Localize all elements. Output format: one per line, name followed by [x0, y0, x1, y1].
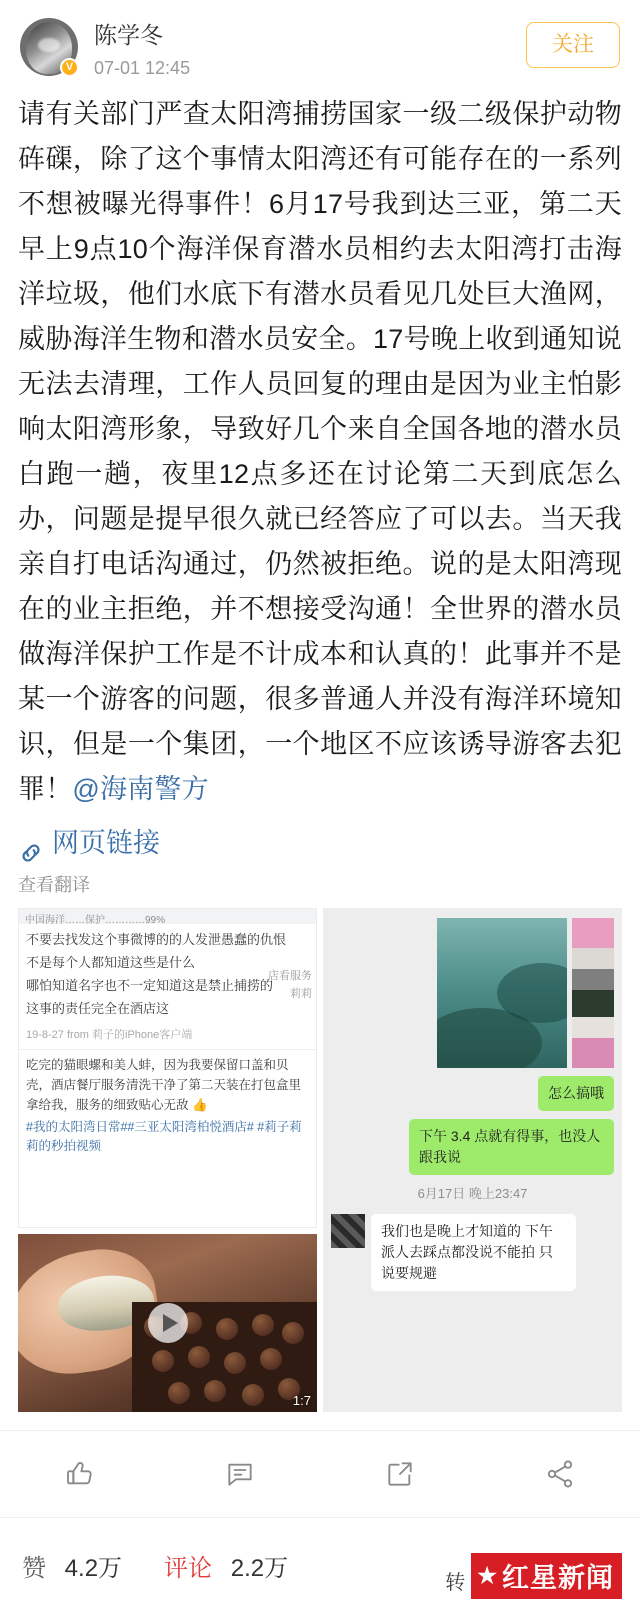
screenshot-line: 这事的责任完全在酒店这 [26, 1001, 170, 1016]
link-icon [18, 830, 44, 856]
share-button[interactable] [480, 1458, 640, 1490]
screenshot-side-text: 店看服务莉莉 [268, 970, 312, 1000]
play-button-icon[interactable] [148, 1303, 188, 1343]
comment-label: 评论 [164, 1555, 213, 1582]
media-grid [0, 908, 640, 1412]
post-body [0, 86, 640, 812]
mention-link[interactable]: @海南警方 [72, 774, 209, 804]
screenshot-line: 不是每个人都知道这些是什么 [26, 955, 196, 970]
weibo-screenshot-image[interactable] [18, 908, 317, 1228]
screenshot-tags: #我的太阳湾日常##三亚太阳湾柏悦酒店# #莉子莉莉的秒拍视频 [26, 1120, 302, 1153]
brand-prefix: 转 [445, 1572, 466, 1594]
post-header [0, 0, 640, 86]
brand-name: 红星新闻 [502, 1563, 614, 1593]
media-column-left [18, 908, 317, 1412]
comment-button[interactable] [160, 1458, 320, 1490]
screenshot-line: 不要去找发这个事微博的的人发泄愚蠢的仇恨 [26, 932, 287, 947]
verified-badge-icon: V [60, 58, 79, 77]
like-button[interactable] [0, 1458, 160, 1490]
brand-watermark [445, 1553, 622, 1599]
mosaic-strip [572, 918, 614, 1068]
forward-button[interactable] [320, 1458, 480, 1490]
star-icon: ★ [477, 1562, 498, 1588]
chat-message-right [331, 1119, 614, 1175]
translate-link[interactable]: 查看翻译 [18, 875, 90, 895]
brand-logo [471, 1553, 622, 1599]
web-link[interactable] [0, 822, 640, 864]
screenshot-comment: 吃完的猫眼螺和美人蚌，因为我要保留口盖和贝壳，酒店餐厅服务清洗干净了第二天装在打包盒里拿给我，服务的细致贴心无敌 👍 [26, 1058, 302, 1112]
comment-stat[interactable] [164, 1548, 288, 1583]
action-bar [0, 1430, 640, 1517]
chat-bubble: 怎么搞哦 [538, 1076, 614, 1111]
footer-stats [0, 1517, 640, 1613]
chat-bubble: 下午 3.4 点就有得事，也没人跟我说 [409, 1119, 614, 1175]
underwater-photo [437, 918, 567, 1068]
chat-avatar [331, 1214, 365, 1248]
screenshot-meta: 19-8-27 from 莉子的iPhone客户端 [19, 1021, 316, 1050]
screenshot-line: 哪怕知道名字也不一定知道这是禁止捕捞的 [26, 978, 274, 993]
web-link-label: 网页链接 [52, 828, 160, 858]
chat-timestamp: 6月17日 晚上23:47 [417, 1186, 528, 1201]
like-count: 4.2万 [64, 1555, 123, 1582]
chat-photo-row [331, 918, 614, 1068]
chat-screenshot-image[interactable] [323, 908, 622, 1412]
chat-message-right [331, 1076, 614, 1111]
screenshot-topbar: 中国海洋……保护…………99% [19, 909, 316, 924]
comment-count: 2.2万 [230, 1555, 289, 1582]
like-stat[interactable] [22, 1548, 122, 1583]
post-timestamp: 07-01 12:45 [94, 58, 191, 78]
media-column-right [323, 908, 622, 1412]
chat-bubble: 我们也是晚上才知道的 下午派人去踩点都没说不能拍 只说要规避 [371, 1214, 576, 1291]
video-duration: 1:7 [292, 1393, 311, 1408]
video-thumbnail[interactable] [18, 1234, 317, 1412]
user-info [94, 18, 526, 80]
follow-button[interactable]: 关注 [526, 22, 620, 68]
avatar[interactable] [20, 18, 78, 76]
user-name[interactable]: 陈学冬 [94, 22, 163, 48]
post-text: 请有关部门严查太阳湾捕捞国家一级二级保护动物砗磲，除了这个事情太阳湾还有可能存在的一系列不想被曝光得事件！6月17号我到达三亚，第二天早上9点10个海洋保育潜水员相约去太阳湾打击海洋垃圾，他们水底下有潜水员看见几处巨大渔网，威胁海洋生物和潜水员安全。17号晚上收到通知说无法去清理，工作人员回复的理由是因为业主怕影响太阳湾形象，导致好几个来自全国各地的潜水员白跑一趟，夜里12点多还在讨论第二天到底怎么办，问题是提早很久就已经答应了可以去。当天我亲自打电话沟通过，仍然被拒绝。说的是太阳湾现在的业主拒绝，并不想接受沟通！全世界的潜水员做海洋保护工作是不计成本和认真的！此事并不是某一个游客的问题，很多普通人并没有海洋环境知识，但是一个集团，一个地区不应该诱导游客去犯罪！ [18, 99, 622, 804]
like-label: 赞 [22, 1555, 46, 1582]
chat-message-left [331, 1214, 614, 1291]
